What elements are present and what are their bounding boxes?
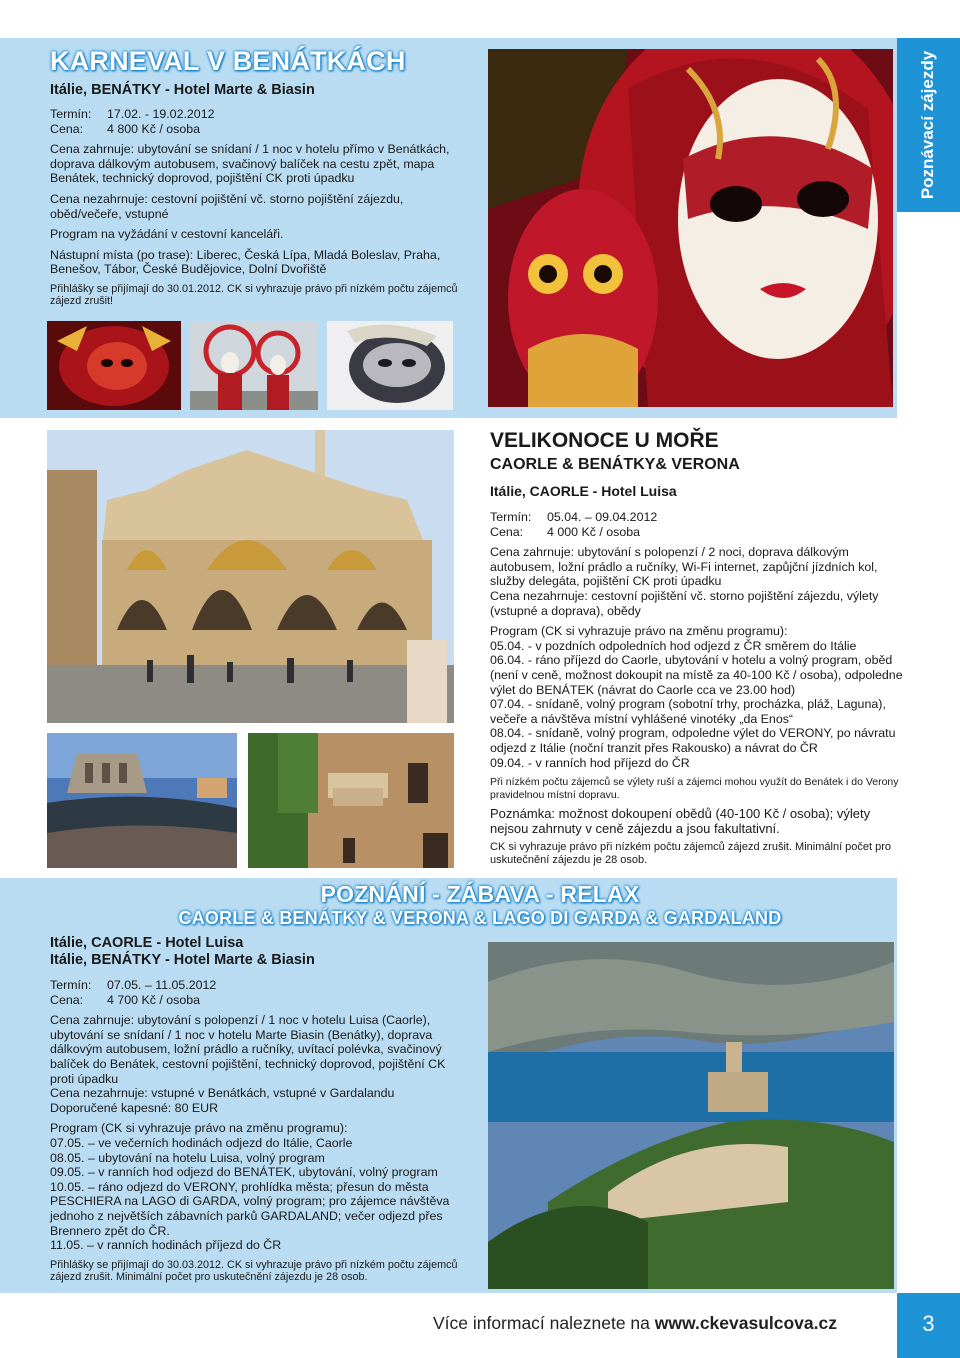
trip1-excludes: Cena nezahrnuje: cestovní pojištění vč. storno pojištění zájezdu, oběd/večeře, vstupné <box>50 191 404 221</box>
price-label: Cena: <box>50 992 84 1007</box>
trip3-subtitle: CAORLE & BENÁTKY & VERONA & LAGO DI GARDA & GARDALAND <box>178 908 782 928</box>
trip3-term: 07.05. – 11.05.2012 <box>107 978 217 992</box>
trip1-term: 17.02. - 19.02.2012 <box>107 107 215 121</box>
trip3-program-item: 08.05. – ubytování na hotelu Luisa, volný program <box>50 1150 325 1165</box>
juliet-balcony-photo <box>248 733 454 868</box>
term-label: Termín: <box>50 978 92 992</box>
lake-garda-photo <box>488 942 894 1289</box>
trip1-note: Přihlášky se přijímají do 30.01.2012. CK si vyhrazuje právo při nízkém počtu zájemců zájezd zrušit! <box>50 282 458 308</box>
trip2-includes: Cena zahrnuje: ubytování s polopenzí / 2 noci, doprava dálkovým autobusem, ložní prádlo a ručníky, Wi-Fi internet, zapůjční jízdních kol, služby delegáta, pojištění CK proti úpadku <box>490 545 878 589</box>
trip3-program-heading: Program (CK si vyhrazuje právo na změnu programu): <box>50 1121 348 1136</box>
website-link[interactable]: www.ckevasulcova.cz <box>654 1313 837 1333</box>
trip2-small-note: Při nízkém počtu zájemců se výlety ruší a zájemci mohou využít do Benátek i do Verony pravidelnou místní dopravu. <box>490 776 899 801</box>
carnival-photo-1 <box>47 321 181 410</box>
trip3-info <box>50 978 470 1284</box>
mask-photo <box>488 49 893 407</box>
footer <box>0 1293 897 1358</box>
trip3-excludes: Cena nezahrnuje: vstupné v Benátkách, vstupné v Gardalandu <box>50 1086 395 1101</box>
trip2-program-item: 05.04. - v pozdních odpoledních hod odjezd z ČR směrem do Itálie <box>490 638 857 653</box>
page-number-box <box>897 1293 960 1358</box>
trip3-pocket: Doporučené kapesné: 80 EUR <box>50 1100 219 1115</box>
side-tab-label: Poznávací zájezdy <box>918 50 937 200</box>
trip3-price: 4 700 Kč / osoba <box>107 992 200 1007</box>
trip1-price: 4 800 Kč / osoba <box>107 121 200 136</box>
page-number: 3 <box>922 1311 935 1336</box>
trip3-note: Přihlášky se přijímají do 30.03.2012. CK si vyhrazuje právo při nízkém počtu zájemců zájezd zrušit. Minimální počet pro uskutečnění zájezdu je 28 osob. <box>50 1258 458 1284</box>
trip1-hotel: Itálie, BENÁTKY - Hotel Marte & Biasin <box>50 82 315 98</box>
basilica-photo <box>47 430 454 723</box>
trip2-program-item: 09.04. - v ranních hod příjezd do ČR <box>490 755 690 770</box>
trip2-term: 05.04. – 09.04.2012 <box>547 510 658 524</box>
trip2-program-item: 06.04. - ráno příjezd do Caorle, ubytování v hotelu a volný program, oběd (není v ceně, možnost dokoupit na místě za 40-100 Kč / osoba), odpoledne výlet do BENÁTEK (návrat do Caorle cca ve 23.00 hod) <box>490 653 903 697</box>
trip2-price: 4 000 Kč / osoba <box>547 524 640 539</box>
trip2-cancel-note: CK si vyhrazuje právo při nízkém počtu zájemců zájezd zrušit. Minimální počet pro uskutečnění zájezdu je 28 osob. <box>490 841 892 866</box>
trip2-program-item: 07.04. - snídaně, volný program (sobotní trhy, procházka, pláž, Laguna), večeře a návštěva místní vyhlášené vinotéky „da Enos“ <box>490 697 886 726</box>
trip2-info <box>490 510 906 866</box>
footer-text: Více informací naleznete na <box>432 1313 650 1333</box>
trip3-program-item: 11.05. – v ranních hodinách příjezd do ČR <box>50 1238 282 1253</box>
trip2-hotel: Itálie, CAORLE - Hotel Luisa <box>490 483 677 499</box>
trip3-hotel2: Itálie, BENÁTKY - Hotel Marte & Biasin <box>50 952 315 968</box>
price-label: Cena: <box>490 524 524 539</box>
trip3-program-item: 10.05. – ráno odjezd do VERONY, prohlídka města; přesun do města PESCHIERA na LAGO di GARDA, volný program; pro zájemce návštěva jednoho z největších zábavních parků GARDALAND; večer odjezd přes Brennero zpět do ČR. <box>50 1179 450 1238</box>
price-label: Cena: <box>50 121 84 136</box>
arena-photo <box>47 733 237 868</box>
carnival-photo-3 <box>327 321 453 410</box>
trip2-subtitle: CAORLE & BENÁTKY& VERONA <box>490 456 740 473</box>
trip1-info <box>50 107 460 308</box>
trip3-program-item: 07.05. – ve večerních hodinách odjezd do Itálie, Caorle <box>50 1135 353 1150</box>
trip2-title: VELIKONOCE U MOŘE <box>490 429 719 452</box>
trip1-program: Program na vyžádání v cestovní kanceláři. <box>50 227 284 242</box>
trip3-includes: Cena zahrnuje: ubytování s polopenzí / 1 noc v hotelu Luisa (Caorle), ubytování se snídaní / 1 noc v hotelu Marte Biasin (Benátky), doprava dálkovým autobusem, ložní prádlo a ručníky, uvítací polévka, svačinový balíček do Benátek, cestovní pojištění, technický doprovod, pojištění CK proti úpadku <box>50 1013 446 1086</box>
trip2-program-heading: Program (CK si vyhrazuje právo na změnu programu): <box>490 624 788 639</box>
trip2-excludes: Cena nezahrnuje: cestovní pojištění vč. storno pojištění zájezdu, výlety (vstupné a doprava), obědy <box>490 588 879 618</box>
term-label: Termín: <box>50 107 92 121</box>
term-label: Termín: <box>490 510 532 524</box>
trip3-title: POZNÁNÍ - ZÁBAVA - RELAX <box>320 881 640 907</box>
trip1-includes: Cena zahrnuje: ubytování se snídaní / 1 noc v hotelu přímo v Benátkách, doprava dálkovým autobusem, svačinový balíček na cestu zpět, mapa Benátek, technický doprovod, pojištění CK proti úpadku <box>50 142 450 186</box>
trip1-title: KARNEVAL V BENÁTKÁCH <box>50 46 406 76</box>
trip3-program-item: 09.05. – v ranních hod odjezd do BENÁTEK, ubytování, volný program <box>50 1165 438 1180</box>
side-tab <box>897 38 960 212</box>
trip2-lunch-note: Poznámka: možnost dokoupení obědů (40-100 Kč / osoba); výlety nejsou zahrnuty v ceně zájezdu a jsou fakultativní. <box>490 806 871 837</box>
trip2-program-item: 08.04. - snídaně, volný program, odpoledne výlet do VERONY, po návratu odjezd z Itálie (noční tranzit přes Rakousko) a návrat do ČR <box>490 726 896 755</box>
trip1-stops: Nástupní místa (po trase): Liberec, Česká Lípa, Mladá Boleslav, Praha, Benešov, Tábor, České Budějovice, Dolní Dvořiště <box>50 247 441 277</box>
carnival-photo-2 <box>190 321 318 410</box>
trip3-hotel1: Itálie, CAORLE - Hotel Luisa <box>50 935 244 951</box>
